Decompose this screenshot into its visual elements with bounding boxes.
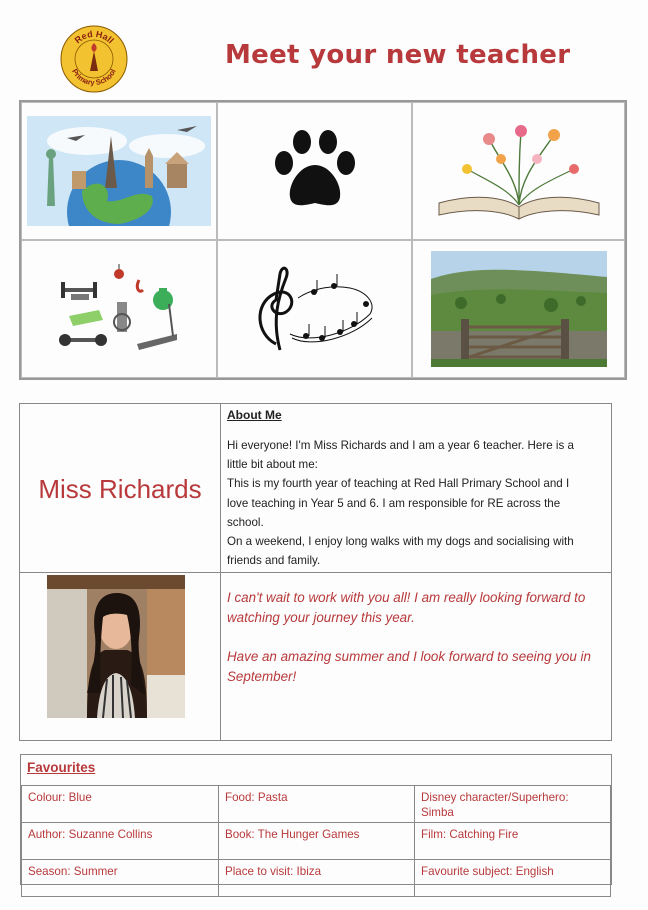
image-cell-countryside <box>412 240 625 378</box>
about-line: This is my fourth year of teaching at Red Hall Primary School and I <box>227 477 570 491</box>
about-heading: About Me <box>227 408 282 422</box>
image-cell-book <box>412 102 625 240</box>
school-logo <box>60 25 128 93</box>
image-cell-paw <box>217 102 412 240</box>
favourite-colour: Colour: Blue <box>22 786 219 823</box>
table-row <box>22 860 611 897</box>
paw-print-icon <box>270 129 360 213</box>
gym-equipment-icon <box>59 264 179 354</box>
favourite-subject: Favourite subject: English <box>415 860 611 897</box>
favourite-place: Place to visit: Ibiza <box>219 860 415 897</box>
table-row <box>22 786 611 823</box>
message-paragraph-2: Have an amazing summer and I look forward to seeing you in September! <box>227 649 591 684</box>
about-text <box>227 436 607 570</box>
logo-text-bottom: Primary School <box>70 67 118 88</box>
teacher-name: Miss Richards <box>38 474 202 504</box>
favourite-character: Disney character/Superhero: Simba <box>415 786 611 823</box>
about-line: school. <box>227 515 264 529</box>
about-line: love teaching in Year 5 and 6. I am responsible for RE across the <box>227 496 561 510</box>
about-line: On a weekend, I enjoy long walks with my dogs and socialising with <box>227 535 574 549</box>
favourite-author: Author: Suzanne Collins <box>22 823 219 860</box>
favourite-book: Book: The Hunger Games <box>219 823 415 860</box>
music-notes-icon <box>250 264 380 354</box>
favourites-section <box>20 754 612 885</box>
about-divider-horizontal <box>20 572 611 573</box>
interests-image-grid <box>19 100 627 380</box>
teacher-message <box>227 588 612 706</box>
teacher-photo <box>47 575 185 718</box>
image-cell-travel <box>21 102 217 240</box>
logo-text-top: Red Hall <box>72 28 116 46</box>
favourite-food: Food: Pasta <box>219 786 415 823</box>
about-me-section <box>19 403 612 741</box>
about-line: little bit about me: <box>227 458 318 472</box>
message-paragraph-1: I can't wait to work with you all! I am really looking forward to watching your journey this year. <box>227 590 586 625</box>
table-row <box>22 823 611 860</box>
favourites-table <box>21 785 611 897</box>
about-line: friends and family. <box>227 554 321 568</box>
favourites-heading: Favourites <box>27 760 96 775</box>
countryside-gate-icon <box>431 251 607 367</box>
open-book-flowers-icon <box>429 119 609 223</box>
image-cell-gym <box>21 240 217 378</box>
page-title: Meet your new teacher <box>225 40 571 70</box>
world-travel-landmarks-icon <box>27 116 211 226</box>
favourite-film: Film: Catching Fire <box>415 823 611 860</box>
about-line: Hi everyone! I'm Miss Richards and I am a year 6 teacher. Here is a <box>227 439 574 452</box>
image-cell-music <box>217 240 412 378</box>
favourite-season: Season: Summer <box>22 860 219 897</box>
